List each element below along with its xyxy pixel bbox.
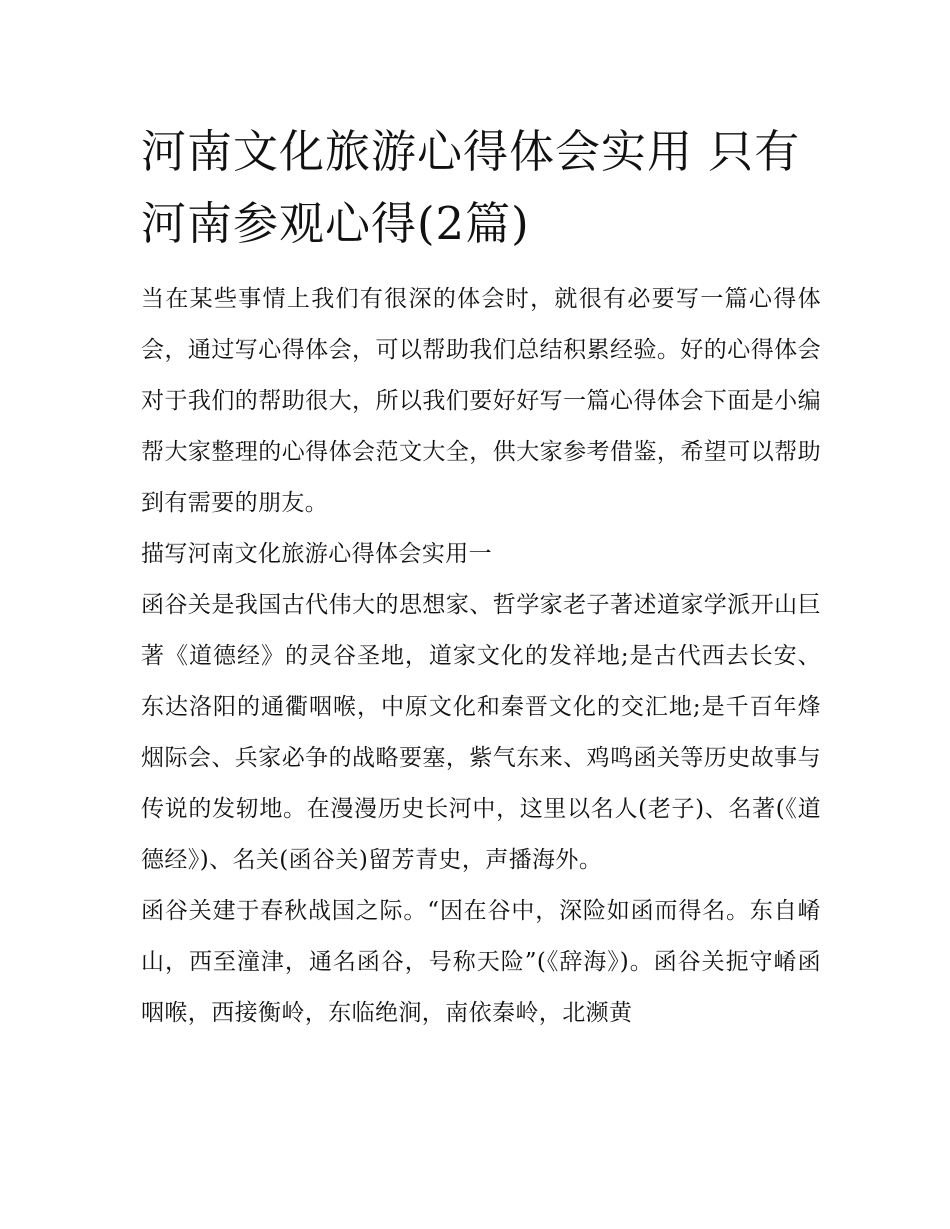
document-body: [141, 274, 821, 1039]
intro-paragraph: 当在某些事情上我们有很深的体会时，就很有必要写一篇心得体会，通过写心得体会，可以帮助我们总结积累经验。好的心得体会对于我们的帮助很大，所以我们要好好写一篇心得体会下面是小编帮大家整理的心得体会范文大全，供大家参考借鉴，希望可以帮助到有需要的朋友。: [141, 286, 821, 516]
body-paragraph: 函谷关是我国古代伟大的思想家、哲学家老子著述道家学派开山巨著《道德经》的灵谷圣地，道家文化的发祥地;是古代西去长安、东达洛阳的通衢咽喉，中原文化和秦晋文化的交汇地;是千百年烽烟际会、兵家必争的战略要塞，紫气东来、鸡鸣函关等历史故事与传说的发轫地。在漫漫历史长河中，这里以名人(老子)、名著(《道德经》)、名关(函谷关)留芳青史，声播海外。: [141, 592, 821, 873]
body-paragraph: 函谷关建于春秋战国之际。“因在谷中，深险如函而得名。东自崤山，西至潼津，通名函谷，号称天险”(《辞海》)。函谷关扼守崤函咽喉，西接衡岭，东临绝涧，南依秦岭，北濒黄: [141, 898, 821, 1026]
section-heading: 描写河南文化旅游心得体会实用一: [141, 541, 492, 567]
document-title: 河南文化旅游心得体会实用 只有河南参观心得(2篇): [141, 125, 801, 250]
